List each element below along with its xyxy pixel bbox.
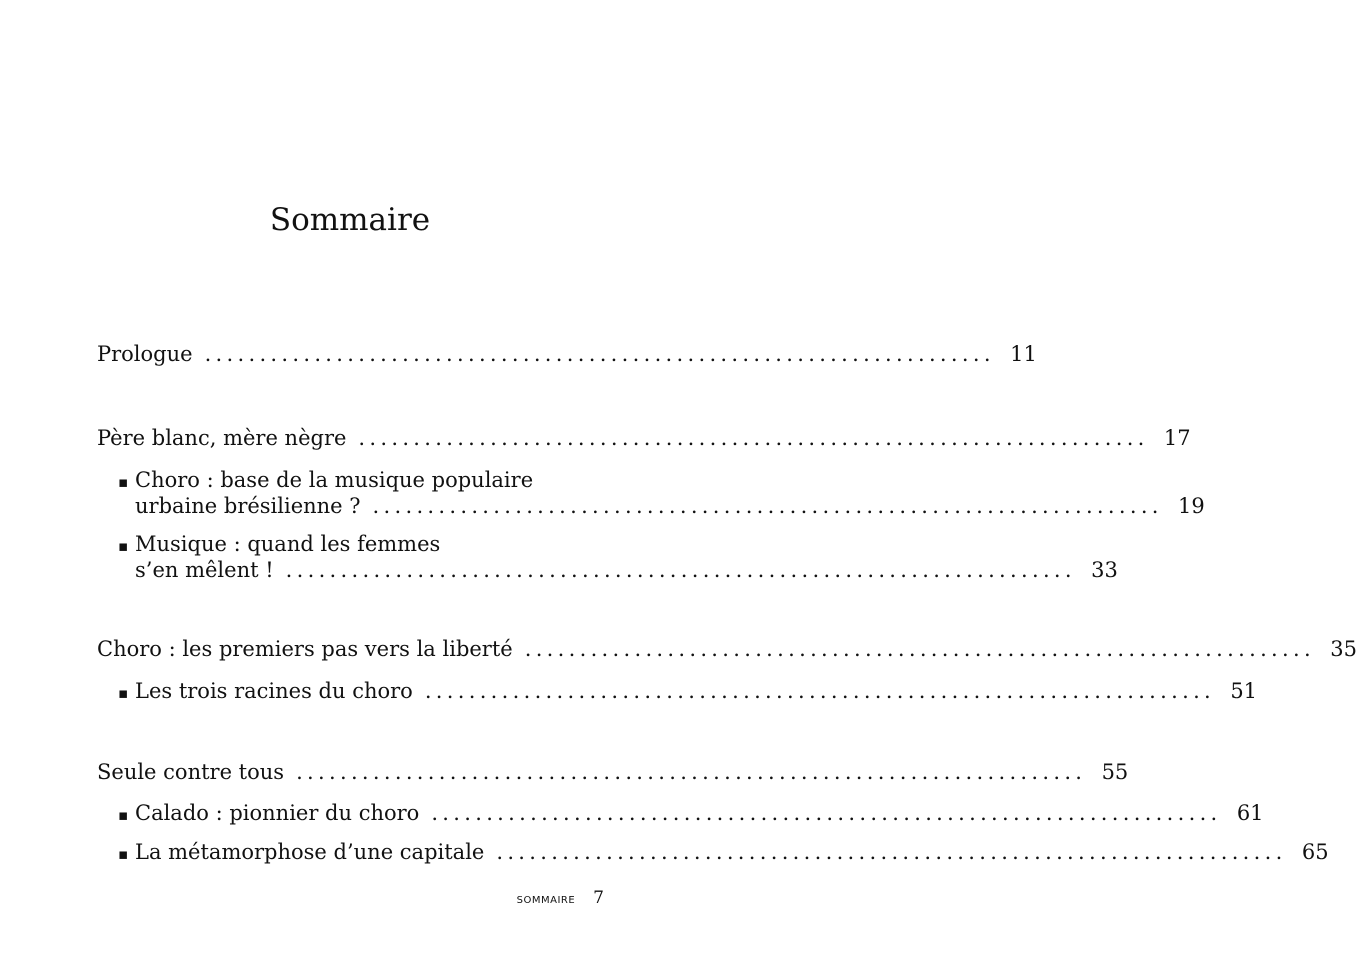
toc-page-number: 55 (1101, 760, 1129, 784)
square-bullet-icon: ▪ (118, 537, 129, 555)
toc-page-number: 61 (1236, 801, 1264, 825)
dot-leader: ........................................................................ (372, 494, 1163, 518)
toc-subentry[interactable] (118, 677, 1258, 707)
toc-page-number: 51 (1230, 679, 1258, 703)
toc-entry-chapter[interactable] (97, 424, 1191, 452)
toc-entry-label: Les trois racines du choro (135, 679, 413, 703)
toc-page-number: 33 (1091, 558, 1118, 582)
toc-entry-label-line1: Musique : quand les femmes (135, 532, 441, 556)
running-footer-label: SOMMAIRE (516, 895, 576, 906)
toc-entry-label: urbaine brésilienne ? (135, 494, 361, 518)
toc-entry-chapter[interactable] (97, 758, 1129, 786)
toc-subentry[interactable] (135, 556, 1118, 584)
square-bullet-icon: ▪ (118, 473, 129, 491)
toc-entry-label: Calado : pionnier du choro (135, 801, 420, 825)
dot-leader: ........................................................................ (524, 637, 1315, 661)
toc-entry-label: Père blanc, mère nègre (97, 426, 347, 450)
toc-entry-label: Prologue (97, 342, 193, 366)
toc-page-number: 11 (1010, 342, 1037, 366)
dot-leader: ........................................................................ (285, 558, 1076, 582)
toc-subentry[interactable] (135, 492, 1205, 520)
toc-entry-prologue[interactable] (97, 340, 1037, 368)
toc-entry-chapter[interactable] (97, 635, 1357, 663)
toc-entry-label: Seule contre tous (97, 760, 285, 784)
page-footer (517, 888, 604, 908)
dot-leader: ........................................................................ (496, 840, 1287, 864)
toc-entry-label-line1: Choro : base de la musique populaire (135, 468, 534, 492)
toc-page-number: 65 (1301, 840, 1329, 864)
square-bullet-icon: ▪ (118, 845, 129, 863)
dot-leader: ........................................................................ (204, 342, 995, 366)
toc-subentry[interactable] (118, 799, 1264, 829)
page-title: Sommaire (269, 202, 431, 238)
dot-leader: ........................................................................ (424, 679, 1216, 703)
toc-page-number: 35 (1330, 637, 1357, 661)
dot-leader: ........................................................................ (296, 760, 1087, 784)
toc-page-number: 19 (1178, 494, 1205, 518)
dot-leader: ........................................................................ (431, 801, 1222, 825)
toc-page-number: 17 (1163, 426, 1191, 450)
square-bullet-icon: ▪ (118, 684, 129, 702)
toc-entry-label: Choro : les premiers pas vers la liberté (97, 637, 513, 661)
toc-subentry[interactable] (118, 838, 1329, 868)
dot-leader: ........................................................................ (358, 426, 1149, 450)
toc-entry-label: La métamorphose d’une capitale (135, 840, 485, 864)
square-bullet-icon: ▪ (118, 806, 129, 824)
folio-page-number: 7 (593, 888, 604, 908)
toc-entry-label: s’en mêlent ! (135, 558, 274, 582)
